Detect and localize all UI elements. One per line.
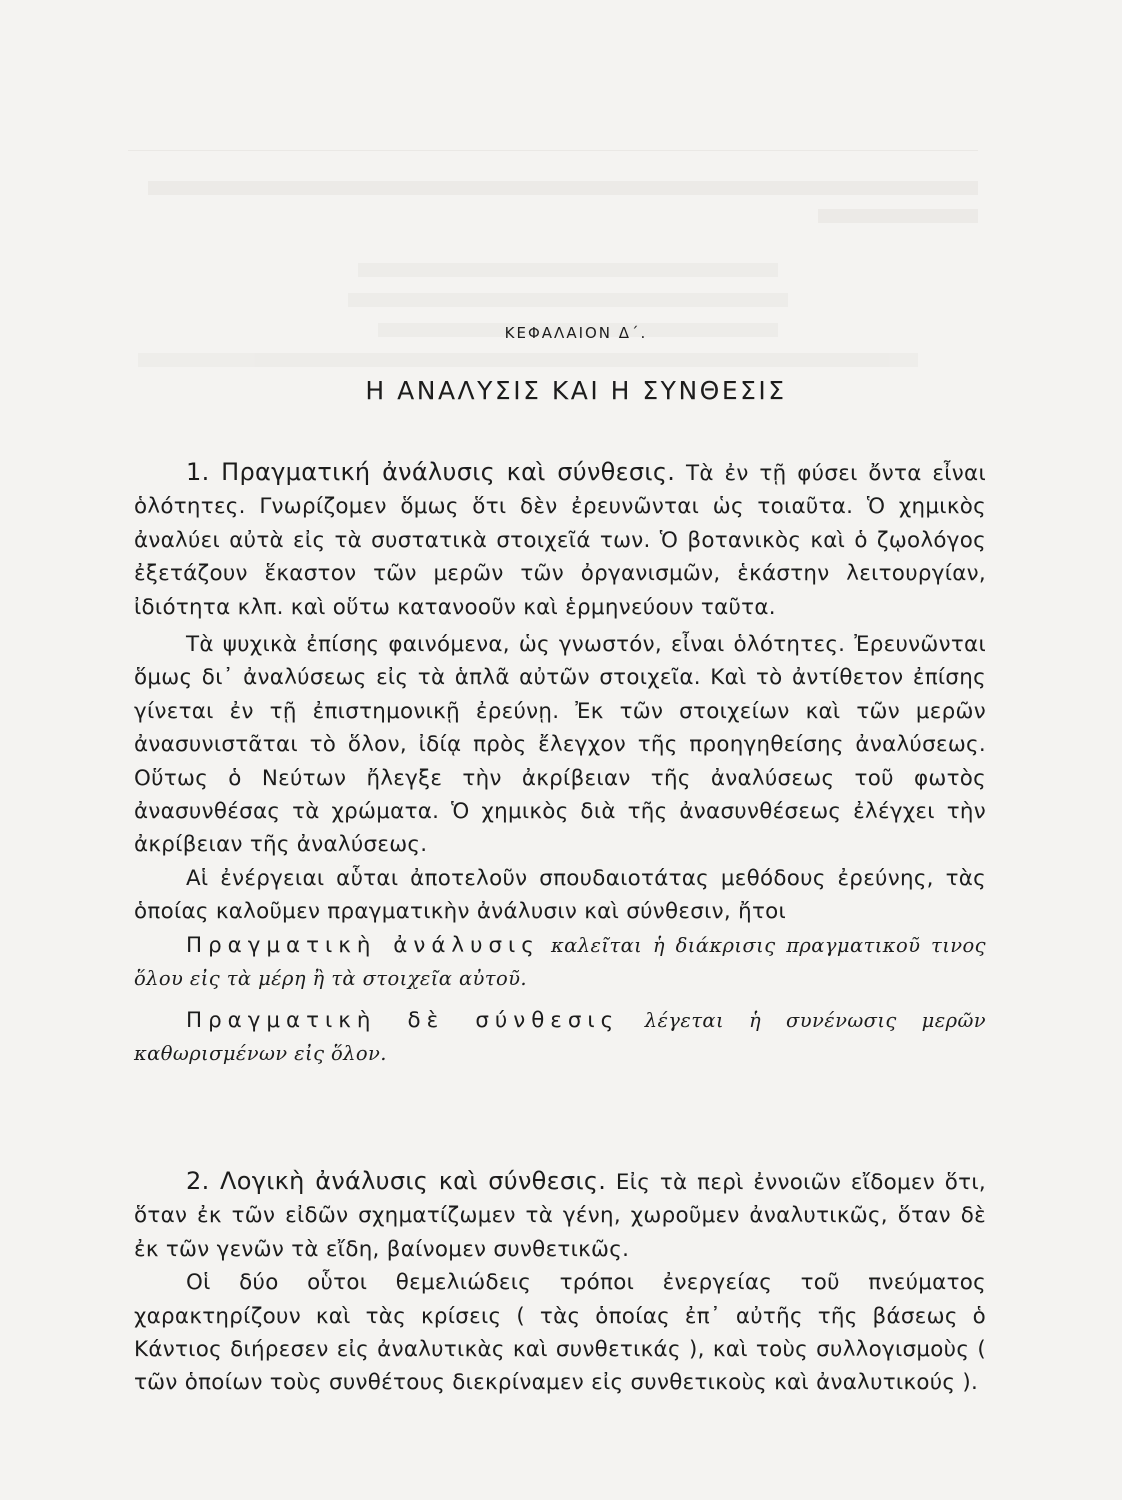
chapter-label: ΚΕΦΑΛΑΙΟΝ Δ΄. [504,324,648,342]
section-1 [134,456,986,1070]
definition-analysis-text: καλεῖται ἡ διάκρισις πραγματικοῦ τινος ὅλου εἰς τὰ μέρη ἢ τὰ στοιχεῖα αὐτοῦ. [134,933,986,991]
definition-analysis-term: Πραγματικὴ ἀνάλυσις [186,932,540,958]
section-1-heading: 1. Πραγματική ἀνάλυσις καὶ σύνθεσις. [186,458,676,486]
section-2-text-1: Εἰς τὰ περὶ ἐννοιῶν εἴδομεν ὅτι, ὅταν ἐκ τῶν εἰδῶν σχηματίζωμεν τὰ γένη, χωροῦμεν ἀναλυτικῶς, ὅταν δὲ ἐκ τῶν γενῶν τὰ εἴδη, βαίνομεν συνθετικῶς. [134,1170,986,1262]
bleed-through-decoration [128,120,978,480]
definition-analysis [134,929,986,996]
section-2-paragraph-1 [134,1165,986,1266]
definition-synthesis [134,1004,986,1071]
section-2 [134,1165,986,1400]
section-1-paragraph-2: Τὰ ψυχικὰ ἐπίσης φαινόμενα, ὡς γνωστόν, εἶναι ὁλότητες. Ἐρευνῶνται ὅμως δι᾿ ἀναλύσεως εἰς τὰ ἁπλᾶ αὐτῶν στοιχεῖα. Καὶ τὸ ἀντίθετον ἐπίσης γίνεται ἐν τῇ ἐπιστημονικῇ ἐρεύνῃ. Ἐκ τῶν στοιχείων καὶ τῶν μερῶν ἀνασυνιστᾶται τὸ ὅλον, ἰδίᾳ πρὸς ἔλεγχον τῆς προηγηθείσης ἀναλύσεως. Οὕτως ὁ Νεύτων ἤλεγξε τὴν ἀκρίβειαν τῆς ἀναλύσεως τοῦ φωτὸς ἀνασυνθέσας τὰ χρώματα. Ὁ χημικὸς διὰ τῆς ἀνασυνθέσεως ἐλέγχει τὴν ἀκρίβειαν τῆς ἀναλύσεως. [134,632,986,858]
chapter-title: Η ΑΝΑΛΥΣΙΣ ΚΑΙ Η ΣΥΝΘΕΣΙΣ [365,376,787,405]
section-2-paragraph-2: Οἱ δύο οὗτοι θεμελιώδεις τρόποι ἐνεργείας τοῦ πνεύματος χαρακτηρίζουν καὶ τὰς κρίσεις ( τὰς ὁποίας ἐπ᾿ αὐτῆς τῆς βάσεως ὁ Κάντιος διήρεσεν εἰς ἀναλυτικὰς καὶ συνθετικάς ), καὶ τοὺς συλλογισμοὺς ( τῶν ὁποίων τοὺς συνθέτους διεκρίναμεν εἰς συνθετικοὺς καὶ ἀναλυτικούς ). [134,1270,986,1396]
definition-synthesis-term: Πραγματικὴ δὲ σύνθεσις [186,1007,620,1033]
section-1-text-1: Τὰ ἐν τῇ φύσει ὄντα εἶναι ὁλότητες. Γνωρίζομεν ὅμως ὅτι δὲν ἐρευνῶνται ὡς τοιαῦτα. Ὁ χημικὸς ἀναλύει αὐτὰ εἰς τὰ συστατικὰ στοιχεῖά των. Ὁ βοτανικὸς καὶ ὁ ζῳολόγος ἐξετάζουν ἕκαστον τῶν μερῶν τῶν ὀργανισμῶν, ἑκάστην λειτουργίαν, ἰδιότητα κλπ. καὶ οὕτω κατανοοῦν καὶ ἑρμηνεύουν ταῦτα. [134,461,986,620]
definition-synthesis-text: λέγεται ἡ συνένωσις μερῶν καθωρισμένων εἰς ὅλον. [134,1008,987,1065]
section-2-heading: 2. Λογικὴ ἀνάλυσις καὶ σύνθεσις. [186,1167,607,1195]
section-1-paragraph-1 [134,456,986,624]
section-1-paragraph-3: Αἱ ἐνέργειαι αὗται ἀποτελοῦν σπουδαιοτάτας μεθόδους ἐρεύνης, τὰς ὁποίας καλοῦμεν πραγματικὴν ἀνάλυσιν καὶ σύνθεσιν, ἤτοι [134,865,986,925]
